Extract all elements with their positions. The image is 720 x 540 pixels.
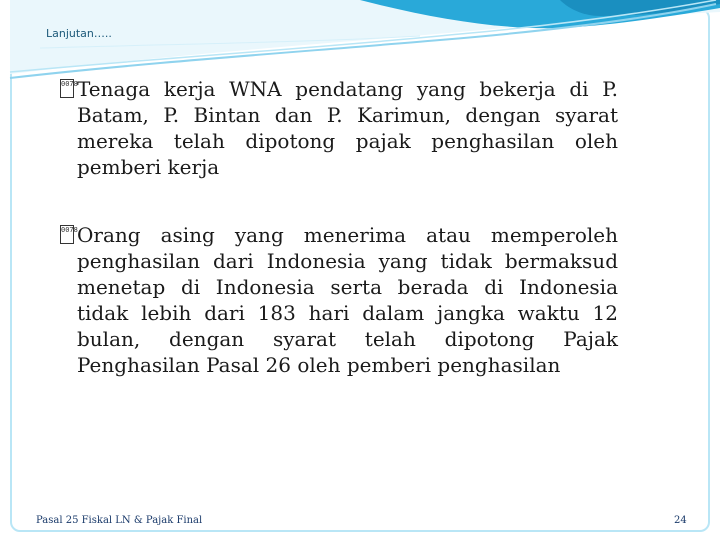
page-number: 24 — [674, 515, 687, 526]
bullet-list — [60, 76, 618, 378]
bullet-text: Orang asing yang menerima atau memperoleh penghasilan dari Indonesia yang tidak bermaksud menetap di Indonesia serta berada di Indonesia tidak lebih dari 183 hari dalam jangka waktu 12 bulan, dengan syarat telah dipotong Pajak Penghasilan Pasal 26 oleh pemberi penghasilan — [77, 223, 618, 377]
bullet-item — [60, 76, 618, 180]
missing-glyph-bullet-icon: 0078 — [60, 225, 74, 244]
footer-title: Pasal 25 Fiskal LN & Pajak Final — [36, 515, 203, 526]
missing-glyph-bullet-icon: 0078 — [60, 79, 74, 98]
bullet-text: Tenaga kerja WNA pendatang yang bekerja di P. Batam, P. Bintan dan P. Karimun, dengan syarat mereka telah dipotong pajak penghasilan oleh pemberi kerja — [77, 77, 618, 179]
bullet-item — [60, 222, 618, 378]
section-label: Lanjutan….. — [46, 27, 112, 40]
